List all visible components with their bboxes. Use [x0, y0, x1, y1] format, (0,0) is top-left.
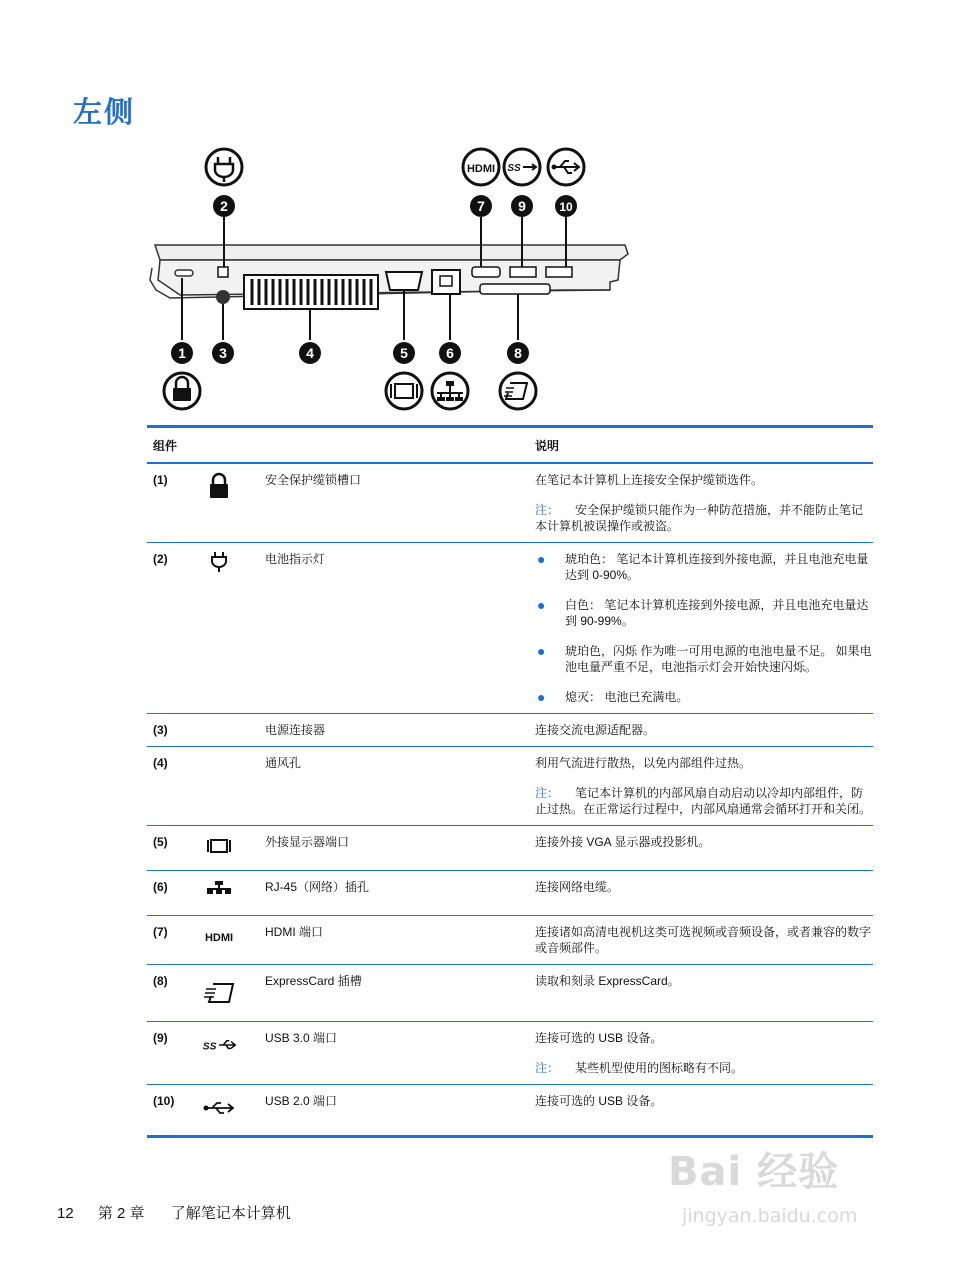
callout-6 — [439, 342, 461, 364]
component-header: 组件 — [147, 427, 529, 464]
usb-icon — [548, 149, 584, 185]
table-row — [147, 871, 873, 916]
description-text: 读取和刻录 ExpressCard。 — [535, 974, 680, 988]
row-number: (4) — [153, 756, 168, 770]
lock-icon — [164, 373, 200, 409]
table-row — [147, 1022, 873, 1085]
table-row — [147, 916, 873, 965]
svg-text:9: 9 — [518, 198, 526, 214]
callout-2 — [213, 195, 235, 217]
page-footer — [57, 1202, 303, 1223]
baidu-watermark — [668, 1140, 918, 1250]
chapter-title: 了解笔记本计算机 — [170, 1205, 291, 1222]
security-slot — [175, 270, 193, 276]
hdmi-icon — [201, 924, 237, 952]
note-label: 注： — [535, 1061, 560, 1075]
list-item: ● 琥珀色，闪烁 作为唯一可用电源的电池电量不足。 如果电池电量严重不足，电池指示灯会开始快速闪烁。 — [537, 643, 872, 674]
page-number: 12 — [57, 1205, 74, 1222]
note — [535, 785, 873, 817]
rj45-jack — [432, 270, 460, 294]
power-connector — [216, 290, 230, 304]
chapter-label: 第 2 章 — [97, 1205, 145, 1222]
note-text: 某些机型使用的图标略有不同。 — [575, 1061, 744, 1075]
callout-8 — [507, 342, 529, 364]
component-table — [147, 425, 873, 1138]
svg-text:HDMI: HDMI — [204, 932, 234, 944]
component-name: 外接显示器端口 — [265, 835, 350, 849]
list-item: ● 白色： 笔记本计算机连接到外接电源，并且电池充电量达到 90-99%。 — [537, 597, 869, 628]
description-text: 在笔记本计算机上连接安全保护缆锁选件。 — [535, 473, 764, 487]
battery-light — [218, 267, 228, 277]
svg-text:2: 2 — [220, 198, 228, 214]
component-name: USB 2.0 端口 — [265, 1094, 338, 1108]
note — [535, 502, 873, 534]
hdmi-port — [472, 267, 500, 277]
row-number: (2) — [153, 552, 168, 566]
component-name: HDMI 端口 — [265, 925, 323, 939]
component-name: 电池指示灯 — [265, 552, 326, 566]
row-number: (10) — [153, 1094, 175, 1108]
description-text: 连接可选的 USB 设备。 — [535, 1031, 663, 1045]
table-row — [147, 1085, 873, 1137]
usb3-port — [510, 267, 536, 277]
lock-icon — [201, 472, 237, 500]
status-list — [535, 551, 873, 705]
description-text: 利用气流进行散热，以免内部组件过热。 — [535, 756, 752, 770]
svg-text:7: 7 — [477, 198, 485, 214]
usb3-icon — [201, 1030, 237, 1060]
network-icon — [201, 879, 237, 907]
description-text: 连接外接 VGA 显示器或投影机。 — [535, 835, 711, 849]
row-number: (6) — [153, 880, 168, 894]
laptop-left-side-diagram — [140, 140, 640, 420]
usb3-icon — [504, 149, 540, 185]
watermark-logo-text: Bai 经验 — [668, 1149, 840, 1195]
list-item-text: 熄灭： 电池已充满电。 — [565, 690, 689, 704]
row-number: (5) — [153, 835, 168, 849]
note-label: 注： — [535, 503, 560, 517]
list-item-text: 琥珀色，闪烁 作为唯一可用电源的电池电量不足。 如果电池电量严重不足，电池指示灯会开始快速闪烁。 — [565, 644, 872, 674]
callout-9 — [511, 195, 533, 217]
svg-text:5: 5 — [400, 345, 408, 361]
callout-3 — [212, 342, 234, 364]
note — [535, 1060, 873, 1076]
component-name: 通风孔 — [265, 756, 302, 770]
svg-text:1: 1 — [178, 345, 186, 361]
component-name: ExpressCard 插槽 — [265, 974, 362, 988]
svg-text:10: 10 — [559, 200, 573, 214]
list-item-text: 琥珀色： 笔记本计算机连接到外接电源，并且电池充电量达到 0-90%。 — [565, 552, 869, 582]
component-name: 安全保护缆锁槽口 — [265, 473, 362, 487]
callout-5 — [393, 342, 415, 364]
note-text: 安全保护缆锁只能作为一种防范措施，并不能防止笔记本计算机被误操作或被盗。 — [535, 503, 864, 533]
table-row — [147, 714, 873, 747]
description-text: 连接诸如高清电视机这类可选视频或音频设备，或者兼容的数字或音频部件。 — [535, 925, 872, 955]
svg-text:6: 6 — [446, 345, 454, 361]
description-text: 连接交流电源适配器。 — [535, 723, 656, 737]
watermark-url: jingyan.baidu.com — [682, 1205, 858, 1227]
svg-text:SS: SS — [202, 1041, 217, 1053]
table-row — [147, 965, 873, 1022]
vga-port — [386, 272, 422, 290]
component-name: 电源连接器 — [265, 723, 326, 737]
svg-text:8: 8 — [514, 345, 522, 361]
component-name: USB 3.0 端口 — [265, 1031, 338, 1045]
row-number: (9) — [153, 1031, 168, 1045]
description-text: 连接可选的 USB 设备。 — [535, 1094, 663, 1108]
vga-icon — [386, 373, 422, 409]
table-row — [147, 747, 873, 826]
callout-7 — [470, 195, 492, 217]
component-name: RJ-45（网络）插孔 — [265, 880, 370, 894]
list-item: ● 熄灭： 电池已充满电。 — [537, 689, 689, 705]
table-row — [147, 826, 873, 871]
svg-text:SS: SS — [507, 163, 521, 174]
list-item-text: 白色： 笔记本计算机连接到外接电源，并且电池充电量达到 90-99%。 — [565, 598, 869, 628]
description-text: 连接网络电缆。 — [535, 880, 620, 894]
usb-icon — [201, 1093, 237, 1123]
svg-text:4: 4 — [306, 345, 314, 361]
callout-10 — [555, 195, 577, 217]
plug-icon — [201, 551, 237, 579]
note-text: 笔记本计算机的内部风扇自动启动以冷却内部组件，防止过热。在正常运行过程中，内部风扇通常会循环打开和关闭。 — [535, 786, 872, 816]
expresscard-slot — [480, 284, 550, 294]
hdmi-icon — [463, 149, 499, 185]
page-title: 左侧 — [73, 97, 136, 129]
network-icon — [432, 373, 468, 409]
plug-icon — [206, 149, 242, 185]
row-number: (3) — [153, 723, 168, 737]
svg-text:HDMI: HDMI — [466, 163, 496, 175]
note-label: 注： — [535, 786, 560, 800]
usb2-port — [546, 267, 572, 277]
vga-icon — [201, 834, 237, 862]
table-row — [147, 543, 873, 714]
svg-text:3: 3 — [219, 345, 227, 361]
callout-1 — [171, 342, 193, 364]
table-row — [147, 463, 873, 543]
row-number: (8) — [153, 974, 168, 988]
row-number: (1) — [153, 473, 168, 487]
expresscard-icon — [500, 373, 536, 409]
description-header: 说明 — [529, 427, 873, 464]
table-header-row — [147, 427, 873, 464]
list-item: ● 琥珀色： 笔记本计算机连接到外接电源，并且电池充电量达到 0-90%。 — [537, 551, 869, 582]
expresscard-icon — [201, 973, 237, 1013]
row-number: (7) — [153, 925, 168, 939]
callout-4 — [299, 342, 321, 364]
